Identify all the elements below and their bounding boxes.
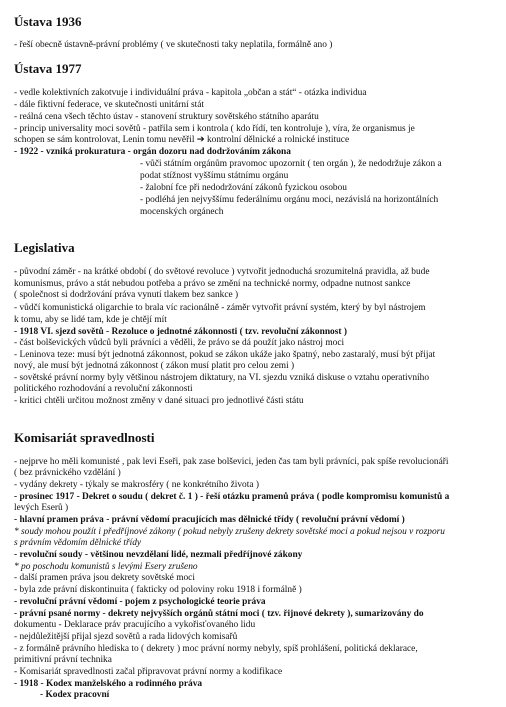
text-line: - vedle kolektivních zakotvuje i individuální práva - kapitola „občan a stát“ - otázka individua [14, 88, 367, 98]
text-line: - revoluční právní vědomí - pojem z psychologické teorie práva [14, 597, 266, 607]
text-line: podat stížnost vyššímu státnímu orgánu [140, 171, 289, 181]
text-line: - z formálně právního hlediska to ( dekrety ) moc právní normy nebyly, spíš prohlášení, politická deklarace, [14, 644, 418, 654]
text-line: k tomu, aby se lidé tam, kde je chtějí mít [14, 315, 167, 325]
text-line: - kritici chtěli určitou možnost změny v dané situaci pro jednotlivé části státu [14, 396, 304, 406]
text-line: - 1918 VI. sjezd sovětů - Rezoluce o jednotné zákonnosti ( tzv. revoluční zákonnost ) [14, 327, 347, 337]
text-line: - prosinec 1917 - Dekret o soudu ( dekret č. 1 ) - řeší otázku pramenů práva ( podle kompromisu komunistů a [14, 492, 450, 502]
text-line: - princip universality moci sovětů - patřila sem i kontrola ( kdo řídí, ten kontroluje ), víra, že organismus je [14, 124, 415, 134]
text-line: - 1922 - vzniká prokuratura - orgán dozoru nad dodržováním zákona [14, 147, 291, 157]
text-line: * soudy mohou použít i předříjnové zákony ( pokud nebyly zrušeny dekrety sovětské moci a pokud nejsou v rozporu [14, 527, 445, 537]
text-line: levých Eserů ) [14, 503, 69, 513]
text-line: - sovětské právní normy byly většinou nástrojem diktatury, na VI. sjezdu vzniká diskuse o vztahu operativního [14, 373, 430, 383]
text-line: - část bolševických vůdců byli právníci a věděli, že právo se dá použít jako nástroj moci [14, 338, 345, 348]
heading-legislativa: Legislativa [14, 240, 75, 255]
text-line: nový, ale musí být jednotná zákonnost ( zákon musí platit pro celou zemi ) [14, 361, 295, 371]
text-line: - Leninova teze: musí být jednotná zákonnost, pokud se zákon ukáže jako špatný, nebo zastaralý, musí být přijat [14, 350, 436, 360]
text-line: - právní psané normy - dekrety nejvyšších orgánů státní moci ( tzv. řijnové dekrety ), sumarizovány do [14, 609, 424, 619]
text-line: - původní záměr - na krátké období ( do světové revoluce ) vytvořit jednoduchá srozumitelná pravidla, až bude [14, 267, 430, 277]
text-line: - nejdůležitější přijal sjezd sovětů a rada lidových komisařů [14, 632, 238, 642]
text-line: - byla zde právní diskontinuita ( fakticky od poloviny roku 1918 i formálně ) [14, 585, 302, 595]
text-line: - nejprve ho měli komunisté , pak levi Eseři, pak zase bolševici, jeden čas tam byli právníci, pak spíše revolucionáři [14, 457, 449, 467]
text-line: s právním vědomím dělnické třídy [14, 538, 142, 548]
heading-ustava-1936: Ústava 1936 [14, 14, 82, 29]
text-line: primitivní právní technika [14, 655, 112, 665]
text-line: - 1918 - Kodex manželského a rodinného práva [14, 679, 203, 689]
heading-komisariat: Komisariát spravedlnosti [14, 430, 155, 445]
text-line: - dále fiktivní federace, ve skutečnosti unitární stát [14, 100, 205, 110]
text-line: - žalobní fce při nedodržování zákonů fyzickou osobou [140, 183, 347, 193]
text-line: - vůdčí komunistická oligarchie to brala víc racionálně - záměr vytvořit právní systém, který by byl nástrojem [14, 303, 426, 313]
text-line: - podléhá jen nejvyššímu federálnímu orgánu moci, nezávislá na horizontálních [140, 195, 439, 205]
text-line: - vůči státním orgánům pravomoc upozornit ( ten orgán ), že nedodržuje zákon a [140, 159, 442, 169]
text-line: - hlavní pramen práva - právní vědomí pracujících mas dělnické třídy ( revoluční právní vědomí ) [14, 515, 405, 525]
heading-ustava-1977: Ústava 1977 [14, 61, 82, 76]
text-line: - reálná cena všech těchto ústav - stanovení struktury sovětského státního aparátu [14, 112, 319, 122]
text-line: * po poschodu komunistů s levými Esery zrušeno [14, 562, 198, 572]
text-line: - vydány dekrety - týkaly se makrosféry ( ne konkrétního života ) [14, 480, 259, 490]
text-line: - Komisariát spravedlnosti začal připravovat právní normy a kodifikace [14, 667, 283, 677]
text-line: dokumentu - Deklarace práv pracujícího a vykořisťovaného lidu [14, 620, 256, 630]
text-line: schopen se sám kontrolovat, Lenin tomu nevěřil ➔ kontrolní dělnické a rolnické instituce [14, 135, 350, 145]
text-line: ( společnost si dodržování práva vynutí tlakem bez sankce ) [14, 290, 239, 300]
text-line: politického rozhodování a revoluční zákonnosti [14, 384, 193, 394]
text-line: - další pramen práva jsou dekrety sovětské moci [14, 573, 195, 583]
text-line: - revoluční soudy - většinou nevzdělaní lidé, nezmali předříjnové zákony [14, 550, 303, 560]
text-line: komunismus, právo a stát nebudou potřeba a právo se změní na technické normy, odpadne nutnost sankce [14, 279, 411, 289]
text-line: mocenských orgánech [140, 207, 224, 217]
text-line: ( bez právnického vzdělání ) [14, 468, 121, 478]
text-line: - řeší obecně ústavně-právní problémy ( ve skutečnosti taky neplatila, formálně ano ) [14, 40, 333, 50]
text-line: - Kodex pracovní [40, 690, 110, 700]
